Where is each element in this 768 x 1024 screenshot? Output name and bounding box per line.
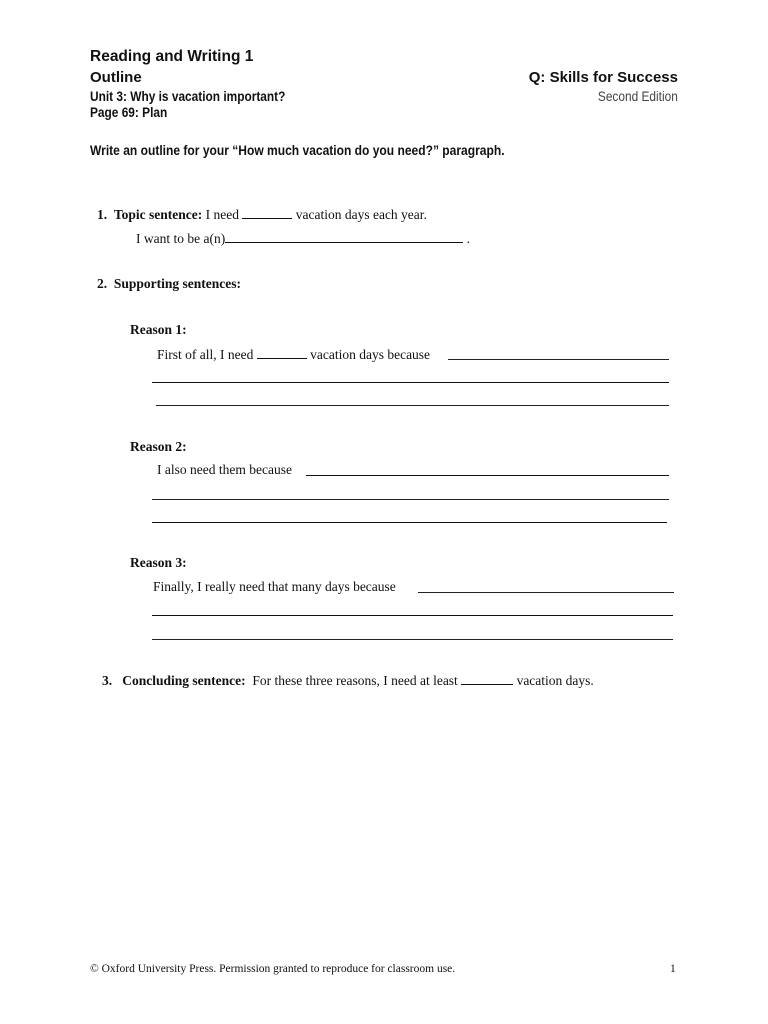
vacation-days-blank[interactable]	[242, 206, 292, 219]
supporting-sentences-label: Supporting sentences:	[113, 276, 242, 291]
career-blank[interactable]	[225, 230, 463, 243]
item-number: 1.	[97, 207, 108, 222]
concluding-days-blank[interactable]	[461, 672, 513, 685]
supporting-sentences-row	[97, 276, 241, 292]
topic-sentence-label: Topic sentence:	[113, 207, 203, 222]
reason-1-answer-line[interactable]	[448, 359, 669, 360]
reason-3-text-a: Finally, I really need that many days because	[153, 579, 396, 594]
reason-2-text-a: I also need them because	[157, 462, 292, 477]
course-title: Reading and Writing 1	[90, 48, 254, 65]
reason-2-answer-line[interactable]	[152, 522, 667, 523]
copyright-notice: © Oxford University Press. Permission granted to reproduce for classroom use.	[90, 963, 456, 975]
page-reference: Page 69: Plan	[90, 105, 168, 120]
reason-1-text-b: vacation days because	[310, 347, 431, 362]
edition-label: Second Edition	[598, 89, 678, 104]
concluding-text-b: vacation days.	[516, 673, 594, 688]
reason-1-text-a: First of all, I need	[157, 347, 254, 362]
reason-3-row	[153, 579, 396, 595]
reason-3-label: Reason 3:	[130, 555, 187, 570]
reason-3-answer-line[interactable]	[418, 592, 674, 593]
reason-1-answer-line[interactable]	[156, 405, 669, 406]
instructions: Write an outline for your “How much vacation do you need?” paragraph.	[90, 142, 505, 158]
reason-1-answer-line[interactable]	[152, 382, 669, 383]
concluding-sentence-label: Concluding sentence:	[122, 673, 246, 688]
reason-2-answer-line[interactable]	[306, 475, 669, 476]
reason-3-answer-line[interactable]	[152, 615, 673, 616]
reason-2-row	[157, 462, 292, 478]
document-subtitle: Outline	[90, 69, 142, 86]
topic-sentence-row	[97, 206, 427, 223]
concluding-sentence-row	[102, 672, 594, 689]
career-period: .	[466, 231, 470, 246]
topic-text-a: I need	[205, 207, 239, 222]
career-text: I want to be a(n)	[136, 231, 226, 246]
page-number: 1	[670, 963, 676, 975]
reason-1-row	[157, 346, 430, 363]
unit-title: Unit 3: Why is vacation important?	[90, 89, 286, 104]
topic-text-b: vacation days each year.	[295, 207, 427, 222]
brand-name: Q: Skills for Success	[528, 69, 678, 86]
reason-2-answer-line[interactable]	[152, 499, 669, 500]
reason-2-label: Reason 2:	[130, 439, 187, 454]
reason-3-answer-line[interactable]	[152, 639, 673, 640]
item-number: 3.	[102, 673, 113, 688]
career-row	[136, 230, 470, 247]
reason-1-label: Reason 1:	[130, 322, 187, 337]
item-number: 2.	[97, 276, 108, 291]
reason-1-days-blank[interactable]	[257, 346, 307, 359]
concluding-text-a: For these three reasons, I need at least	[252, 673, 458, 688]
